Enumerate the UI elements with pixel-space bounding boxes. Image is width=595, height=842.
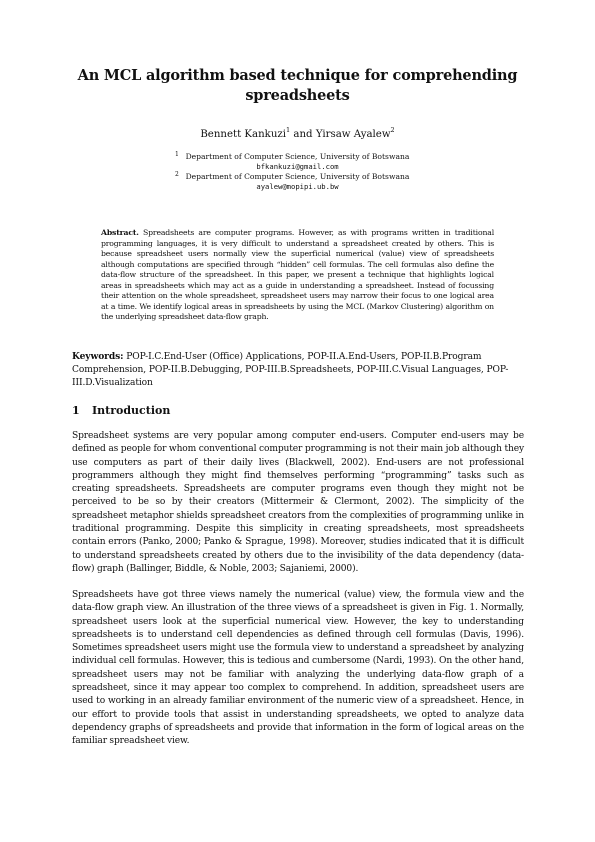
paper-title: An MCL algorithm based technique for comprehending spreadsheets: [77, 67, 518, 104]
abstract-label: Abstract.: [101, 228, 139, 237]
keywords-label: Keywords:: [72, 351, 124, 362]
section-title: Introduction: [92, 404, 171, 417]
abstract: [101, 228, 494, 323]
affiliation-email: ayalew@mopipi.ub.bw: [256, 182, 339, 191]
keywords: [72, 350, 524, 390]
author-mark: 2: [390, 126, 395, 134]
affiliation-mark: 2: [175, 171, 179, 178]
section-heading: [72, 404, 170, 417]
author-mark: 1: [286, 126, 291, 134]
affiliation: [100, 152, 495, 172]
body-paragraph: Spreadsheet systems are very popular among computer end-users. Computer end-users may be defined as people for whom conventional computer programming is not their main job although they use computers as part of their daily lives (Blackwell, 2002). End-users are not professional programmers although they might find themselves performing “programming” tasks such as creating spreadsheets. Spreadsheets are computer programs even though they might not be perceived to be so by their creators (Mittermeir & Clermont, 2002). The simplicity of the spreadsheet metaphor shields spreadsheet creators from the complexities of programming unlike in traditional programming. Despite this simplicity in creating spreadsheets, most spreadsheets contain errors (Panko, 2000; Panko & Sprague, 1998). Moreover, studies indicated that it is difficult to understand spreadsheets created by others due to the invisibility of the data dependency (data-flow) graph (Ballinger, Biddle, & Noble, 2003; Sajaniemi, 2000).: [72, 431, 524, 574]
author-separator: and: [293, 129, 313, 140]
keywords-text: POP-I.C.End-User (Office) Applications, POP-II.A.End-Users, POP-II.B.Program Comprehension, POP-II.B.Debugging, POP-III.B.Spreadsheets, POP-III.C.Visual Languages, POP-III.D.Visualization: [72, 352, 509, 388]
abstract-text: Spreadsheets are computer programs. However, as with programs written in traditional programming languages, it is very difficult to understand a spreadsheet created by others. This is because spreadsheet users normally view the superficial numerical (value) view of spreadsheets although computations are specified through “hidden” cell formulas. The cell formulas also define the data-flow structure of the spreadsheet. In this paper, we present a technique that highlights logical areas in spreadsheets which may act as a guide in understanding a spreadsheet. Instead of focussing their attention on the whole spreadsheet, spreadsheet users may narrow their focus to one logical area at a time. We identify logical areas in spreadsheets by using the MCL (Markov Clustering) algorithm on the underlying spreadsheet data-flow graph.: [101, 228, 495, 321]
affiliation-dept: Department of Computer Science, University of Botswana: [185, 172, 410, 181]
section-number: 1: [72, 404, 80, 417]
affiliation-dept: Department of Computer Science, University of Botswana: [185, 152, 410, 161]
affiliation-email: bfkankuzi@gmail.com: [256, 162, 339, 171]
body-paragraph: Spreadsheets have got three views namely the numerical (value) view, the formula view and the data-flow graph view. An illustration of the three views of a spreadsheet is given in Fig. 1. Normally, spreadsheet users look at the superficial numerical view. However, the key to understanding spreadsheets is to understand cell dependencies as defined through cell formulas (Davis, 1996). Sometimes spreadsheet users might use the formula view to understand a spreadsheet by analyzing individual cell formulas. However, this is tedious and cumbersome (Nardi, 1993). On the other hand, spreadsheet users may not be familiar with analyzing the underlying data-flow graph of a spreadsheet, since it may appear too complex to comprehend. In addition, spreadsheet users are used to working in an already familiar environment of the numeric view of a spreadsheet. Hence, in our effort to provide tools that assist in understanding spreadsheets, we opted to analyze data dependency graphs of spreadsheets and provide that information in the form of logical areas on the familiar spreadsheet view.: [72, 590, 524, 747]
author-name: Bennett Kankuzi: [200, 129, 287, 140]
author-line: [70, 126, 525, 140]
author-name: Yirsaw Ayalew: [315, 129, 391, 140]
affiliation-mark: 1: [175, 151, 179, 158]
affiliation: [100, 172, 495, 192]
